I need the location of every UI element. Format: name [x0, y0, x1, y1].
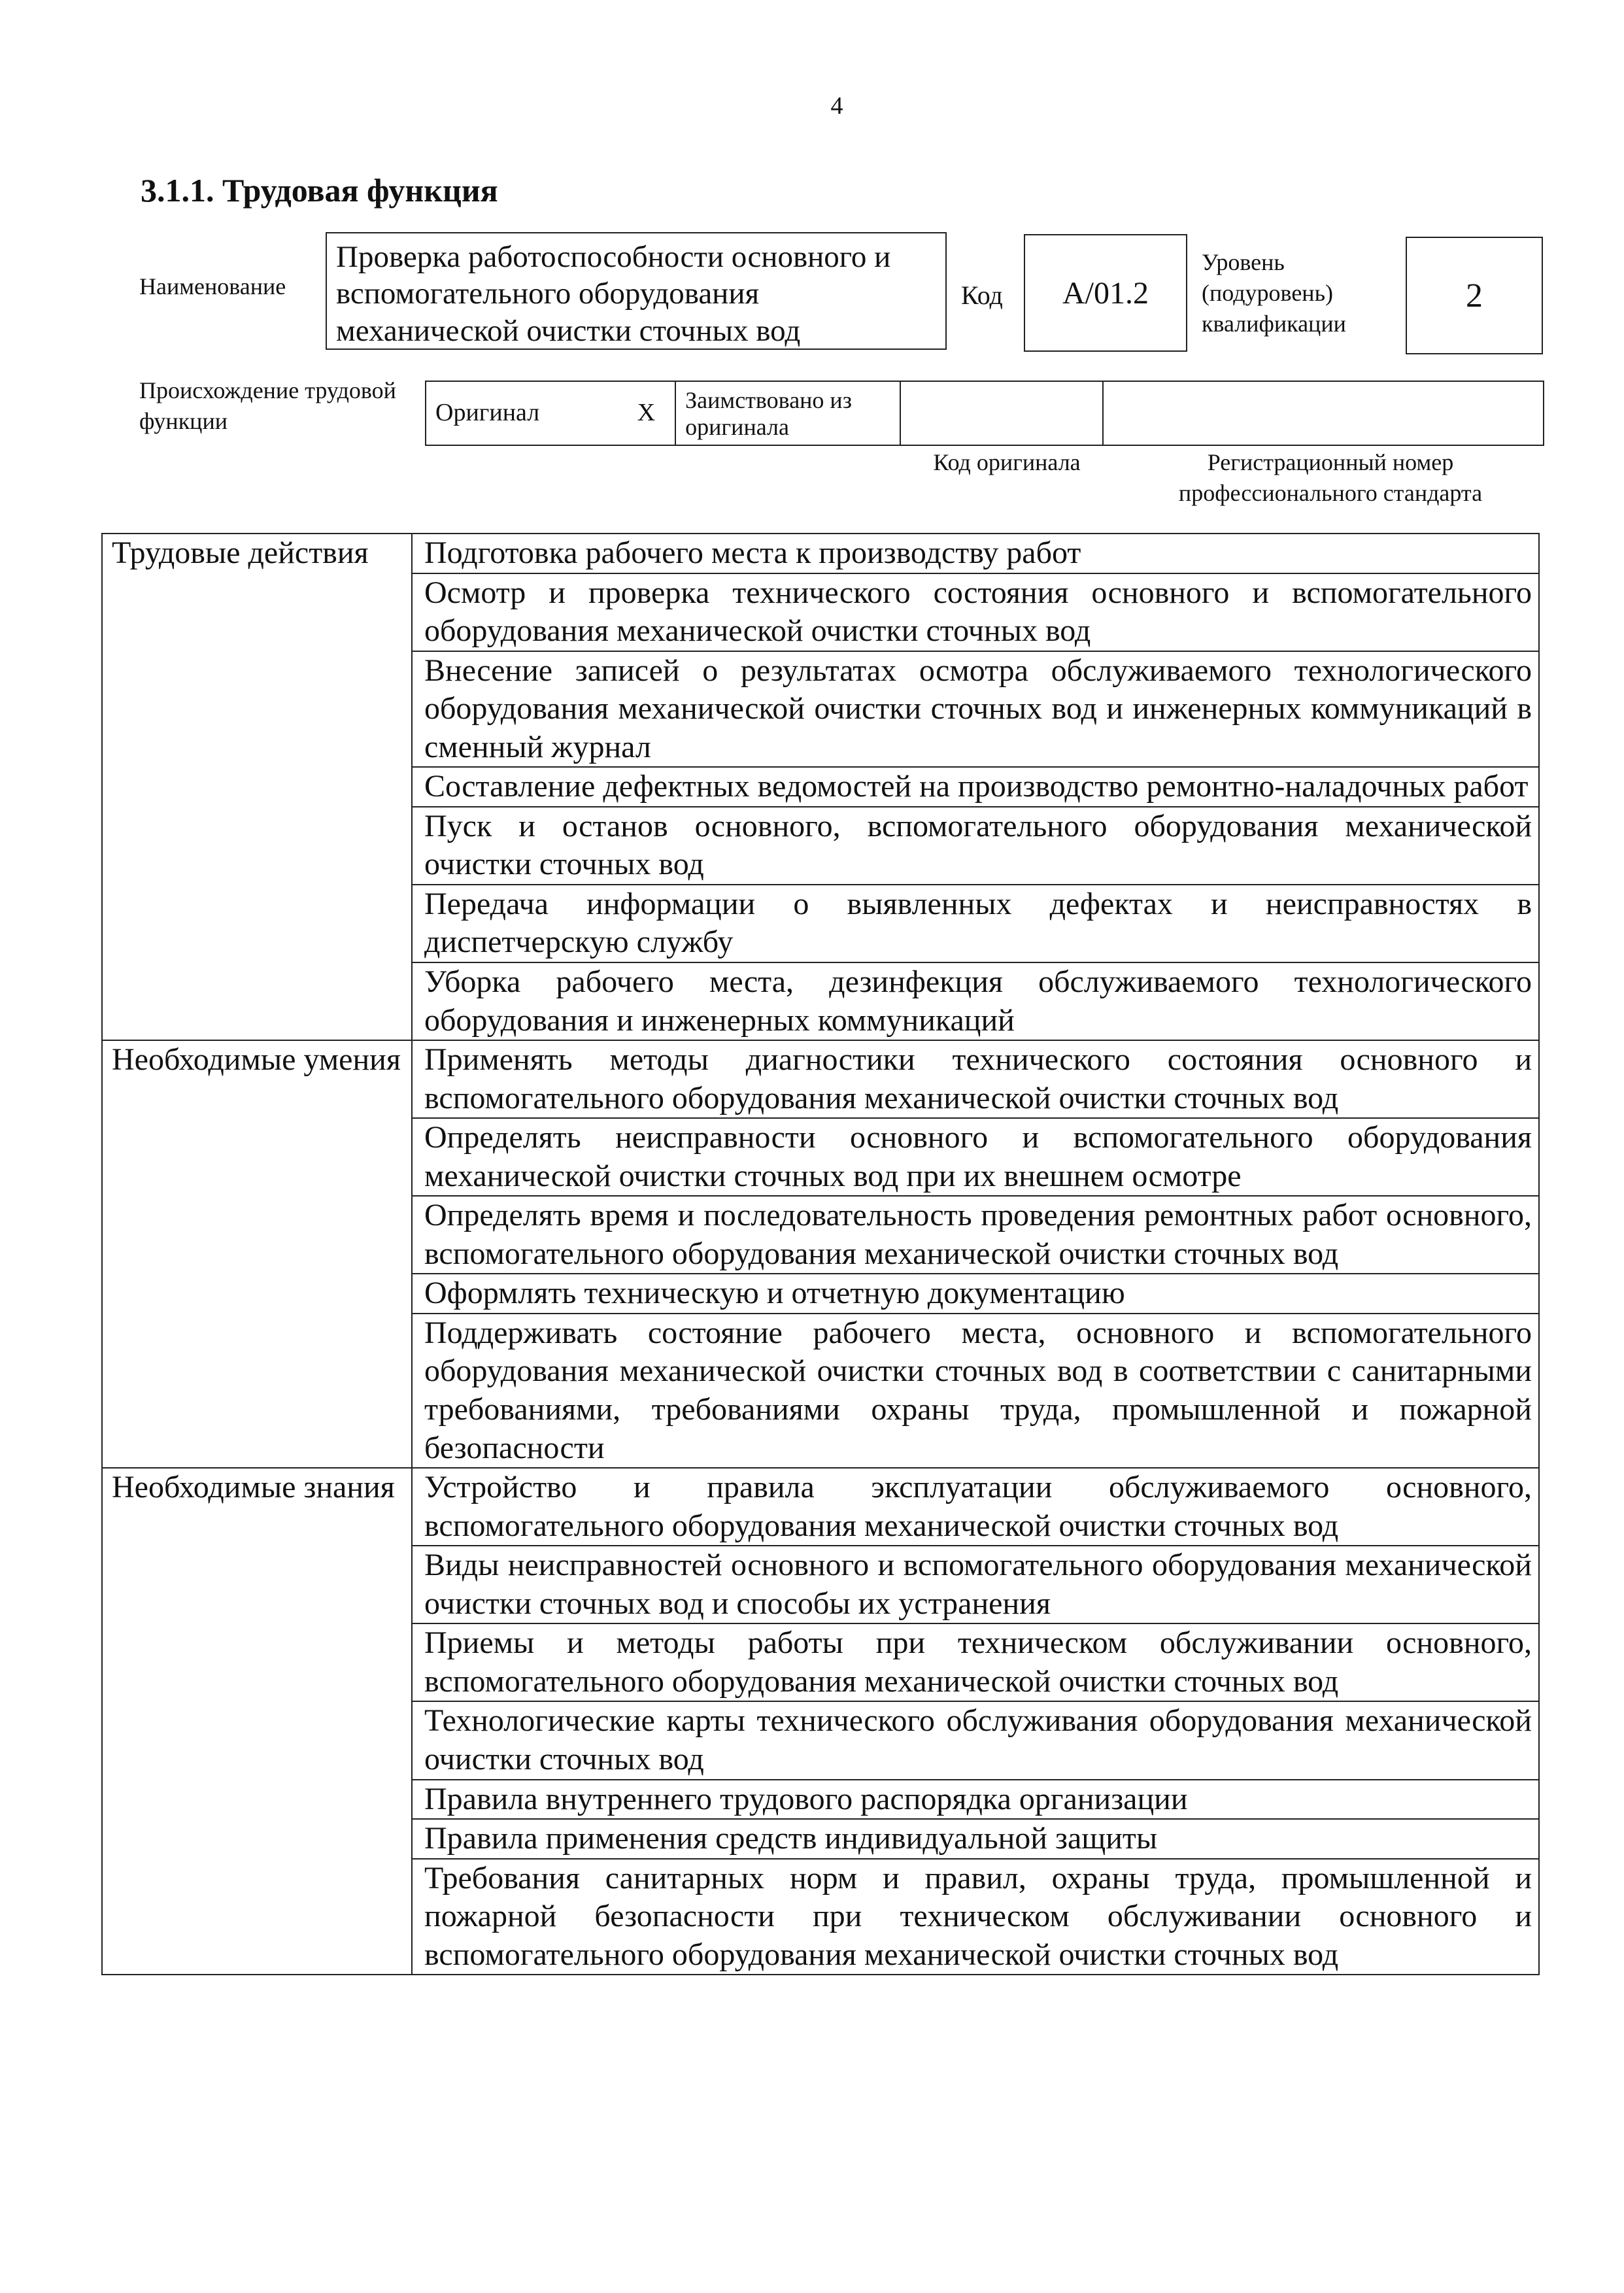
table-cell: Подготовка рабочего места к производству работ — [412, 534, 1539, 573]
table-cell: Требования санитарных норм и правил, охраны труда, промышленной и пожарной безопасности при техническом обслуживании основного и вспомогательного оборудования механической очистки сточных вод — [412, 1859, 1539, 1975]
table-cell: Пуск и останов основного, вспомогательного оборудования механической очистки сточных вод — [412, 807, 1539, 885]
origin-label: Происхождение трудовой функции — [139, 377, 396, 434]
table-row — [102, 534, 1539, 573]
origin-original-cell — [426, 382, 676, 445]
level-label: Уровень (подуровень) квалификации — [1202, 249, 1346, 337]
original-mark: Х — [637, 399, 656, 427]
table-row — [102, 1040, 1539, 1118]
table-cell: Составление дефектных ведомостей на производство ремонтно-наладочных работ — [412, 767, 1539, 807]
origin-code-cell — [901, 382, 1103, 445]
category-cell: Необходимые умения — [102, 1040, 412, 1468]
table-cell: Правила внутреннего трудового распорядка организации — [412, 1780, 1539, 1820]
table-cell: Приемы и методы работы при техническом обслуживании основного, вспомогательного оборудования механической очистки сточных вод — [412, 1623, 1539, 1701]
original-label: Оригинал — [435, 399, 540, 427]
function-name-value: Проверка работоспособности основного и вспомогательного оборудования механической очистки сточных вод — [326, 232, 947, 350]
table-cell: Поддерживать состояние рабочего места, основного и вспомогательного оборудования механической очистки сточных вод в соответствии с санитарными требованиями, требованиями охраны труда, промышленной и пожарной безопасности — [412, 1314, 1539, 1468]
origin-code-caption: Код оригинала — [933, 449, 1081, 475]
origin-reg-caption: Регистрационный номер профессионального стандарта — [1178, 449, 1483, 506]
table-cell: Определять время и последовательность проведения ремонтных работ основного, вспомогательного оборудования механической очистки сточных вод — [412, 1196, 1539, 1274]
table-cell: Правила применения средств индивидуальной защиты — [412, 1819, 1539, 1859]
table-cell: Осмотр и проверка технического состояния основного и вспомогательного оборудования механической очистки сточных вод — [412, 573, 1539, 651]
table-cell: Применять методы диагностики технического состояния основного и вспомогательного оборудования механической очистки сточных вод — [412, 1040, 1539, 1118]
table-cell: Уборка рабочего места, дезинфекция обслуживаемого технологического оборудования и инженерных коммуникаций — [412, 962, 1539, 1040]
level-value: 2 — [1406, 237, 1543, 354]
origin-reg-number-cell — [1104, 382, 1543, 445]
code-label: Код — [961, 280, 1003, 310]
origin-table — [425, 381, 1544, 446]
table-cell: Передача информации о выявленных дефектах и неисправностях в диспетчерскую службу — [412, 885, 1539, 962]
borrowed-label: Заимствовано из оригинала — [676, 382, 901, 445]
name-label: Наименование — [139, 273, 286, 299]
table-cell: Оформлять техническую и отчетную документацию — [412, 1274, 1539, 1314]
table-cell: Внесение записей о результатах осмотра обслуживаемого технологического оборудования механической очистки сточных вод и инженерных коммуникаций в сменный журнал — [412, 651, 1539, 768]
category-cell: Необходимые знания — [102, 1468, 412, 1975]
category-cell: Трудовые действия — [102, 534, 412, 1040]
code-value: А/01.2 — [1024, 234, 1187, 352]
table-cell: Технологические карты технического обслуживания оборудования механической очистки сточных вод — [412, 1701, 1539, 1779]
table-row — [102, 1468, 1539, 1546]
section-title: 3.1.1. Трудовая функция — [141, 172, 498, 209]
table-cell: Определять неисправности основного и вспомогательного оборудования механической очистки сточных вод при их внешнем осмотре — [412, 1118, 1539, 1196]
competency-table — [101, 533, 1540, 1975]
table-cell: Виды неисправностей основного и вспомогательного оборудования механической очистки сточных вод и способы их устранения — [412, 1546, 1539, 1623]
table-cell: Устройство и правила эксплуатации обслуживаемого основного, вспомогательного оборудования механической очистки сточных вод — [412, 1468, 1539, 1546]
page-number: 4 — [830, 92, 843, 120]
